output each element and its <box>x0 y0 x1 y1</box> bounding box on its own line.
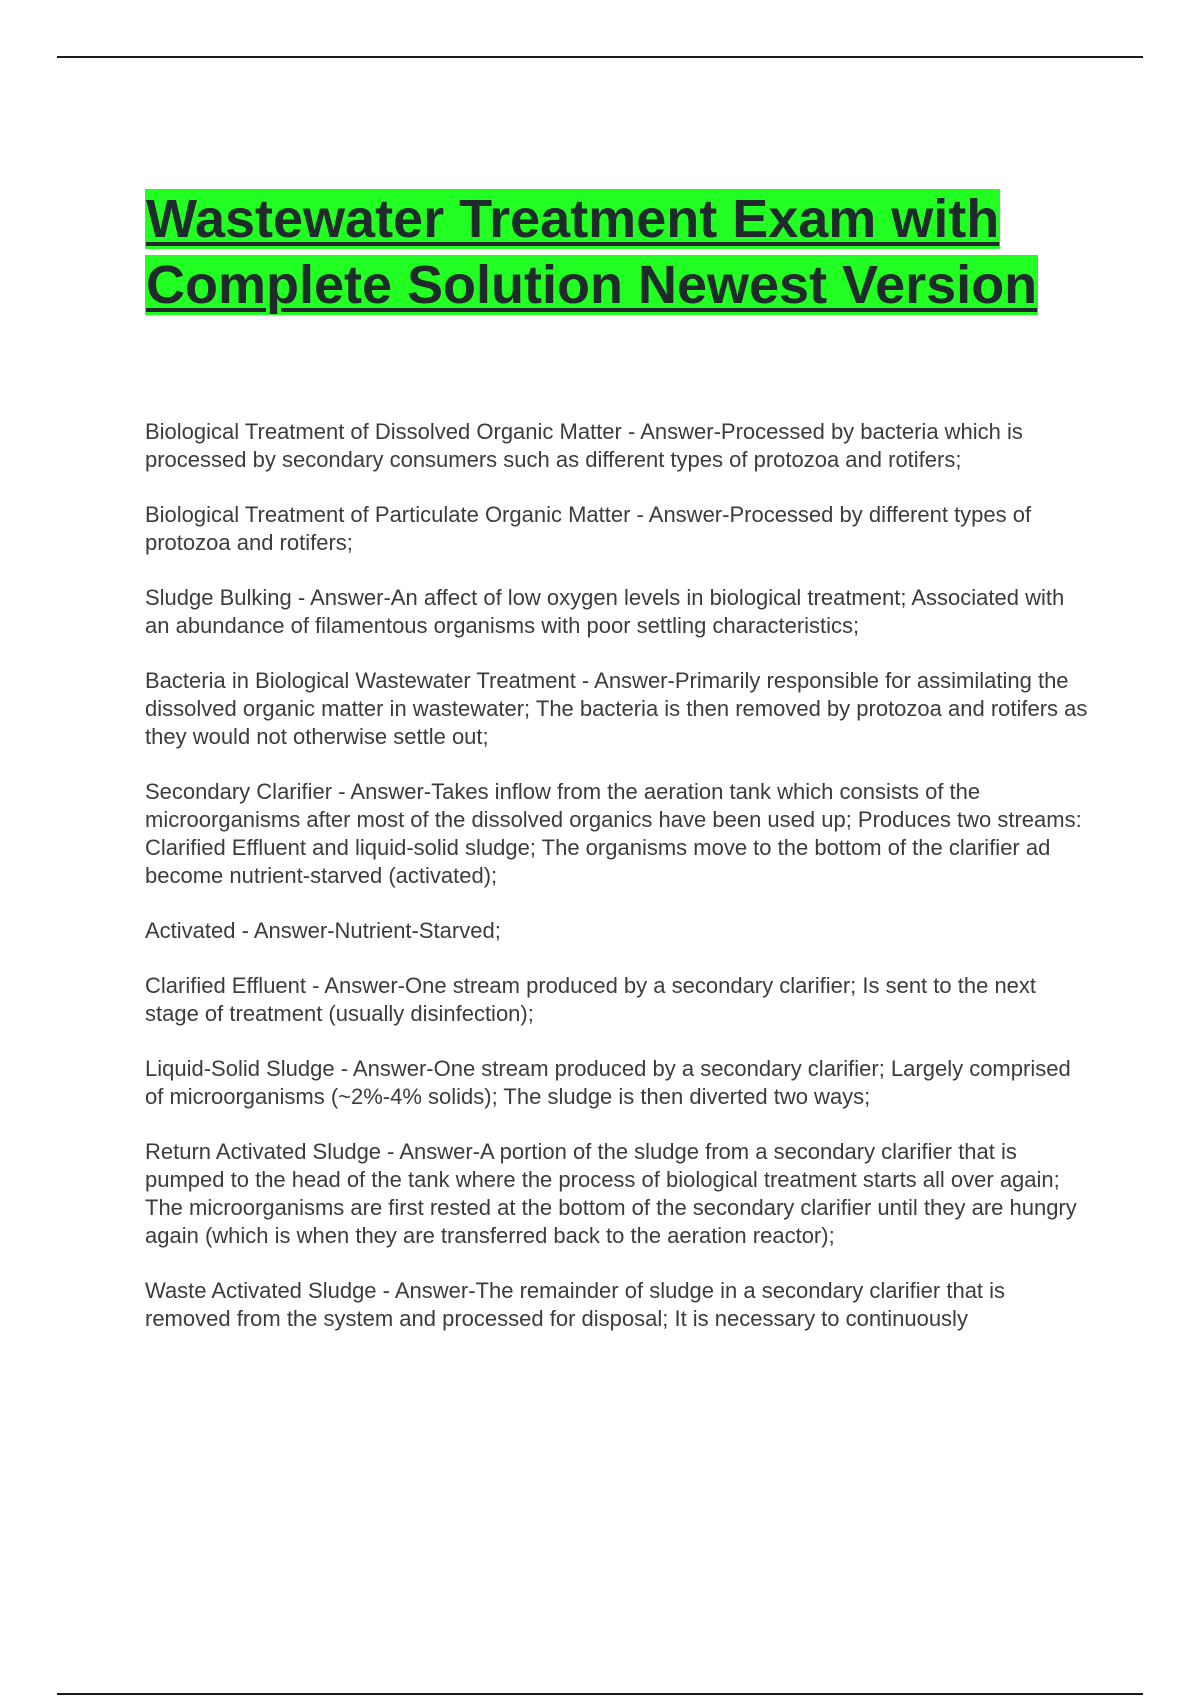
qa-entry-sludge-bulking: Sludge Bulking - Answer-An affect of low oxygen levels in biological treatment; Associated with an abundance of filamentous organisms with poor settling characteristics; <box>145 585 1065 638</box>
qa-entry-return-activated-sludge: Return Activated Sludge - Answer-A portion of the sludge from a secondary clarifier that is pumped to the head of the tank where the process of biological treatment starts all over again; The microorganisms are first rested at the bottom of the secondary clarifier until they are hungry again (which is when they are transferred back to the aeration reactor); <box>145 1139 1077 1248</box>
qa-entry-bacteria: Bacteria in Biological Wastewater Treatment - Answer-Primarily responsible for assimilating the dissolved organic matter in wastewater; The bacteria is then removed by protozoa and rotifers as they would not otherwise settle out; <box>145 668 1088 749</box>
title-line-1: Wastewater Treatment Exam with <box>146 189 1000 249</box>
qa-entry-clarified-effluent: Clarified Effluent - Answer-One stream produced by a secondary clarifier; Is sent to the next stage of treatment (usually disinfection); <box>145 973 1037 1026</box>
top-rule <box>57 56 1143 58</box>
page-title <box>145 186 1105 318</box>
qa-entry-waste-activated-sludge: Waste Activated Sludge - Answer-The remainder of sludge in a secondary clarifier that is removed from the system and processed for disposal; It is necessary to continuously <box>145 1278 1006 1331</box>
qa-list <box>145 418 1090 1360</box>
qa-entry-liquid-solid-sludge: Liquid-Solid Sludge - Answer-One stream produced by a secondary clarifier; Largely comprised of microorganisms (~2%-4% solids); The sludge is then diverted two ways; <box>145 1056 1071 1109</box>
qa-entry-activated: Activated - Answer-Nutrient-Starved; <box>145 918 501 943</box>
qa-entry-secondary-clarifier: Secondary Clarifier - Answer-Takes inflow from the aeration tank which consists of the microorganisms after most of the dissolved organics have been used up; Produces two streams: Clarified Effluent and liquid-solid sludge; The organisms move to the bottom of the clarifier ad become nutrient-starved (activated); <box>145 779 1082 888</box>
qa-entry-particulate-organic-matter: Biological Treatment of Particulate Organic Matter - Answer-Processed by different types of protozoa and rotifers; <box>145 502 1032 555</box>
title-line-2: Complete Solution Newest Version <box>146 255 1038 315</box>
qa-entry-dissolved-organic-matter: Biological Treatment of Dissolved Organic Matter - Answer-Processed by bacteria which is processed by secondary consumers such as different types of protozoa and rotifers; <box>145 419 1023 472</box>
bottom-rule <box>57 1693 1143 1695</box>
